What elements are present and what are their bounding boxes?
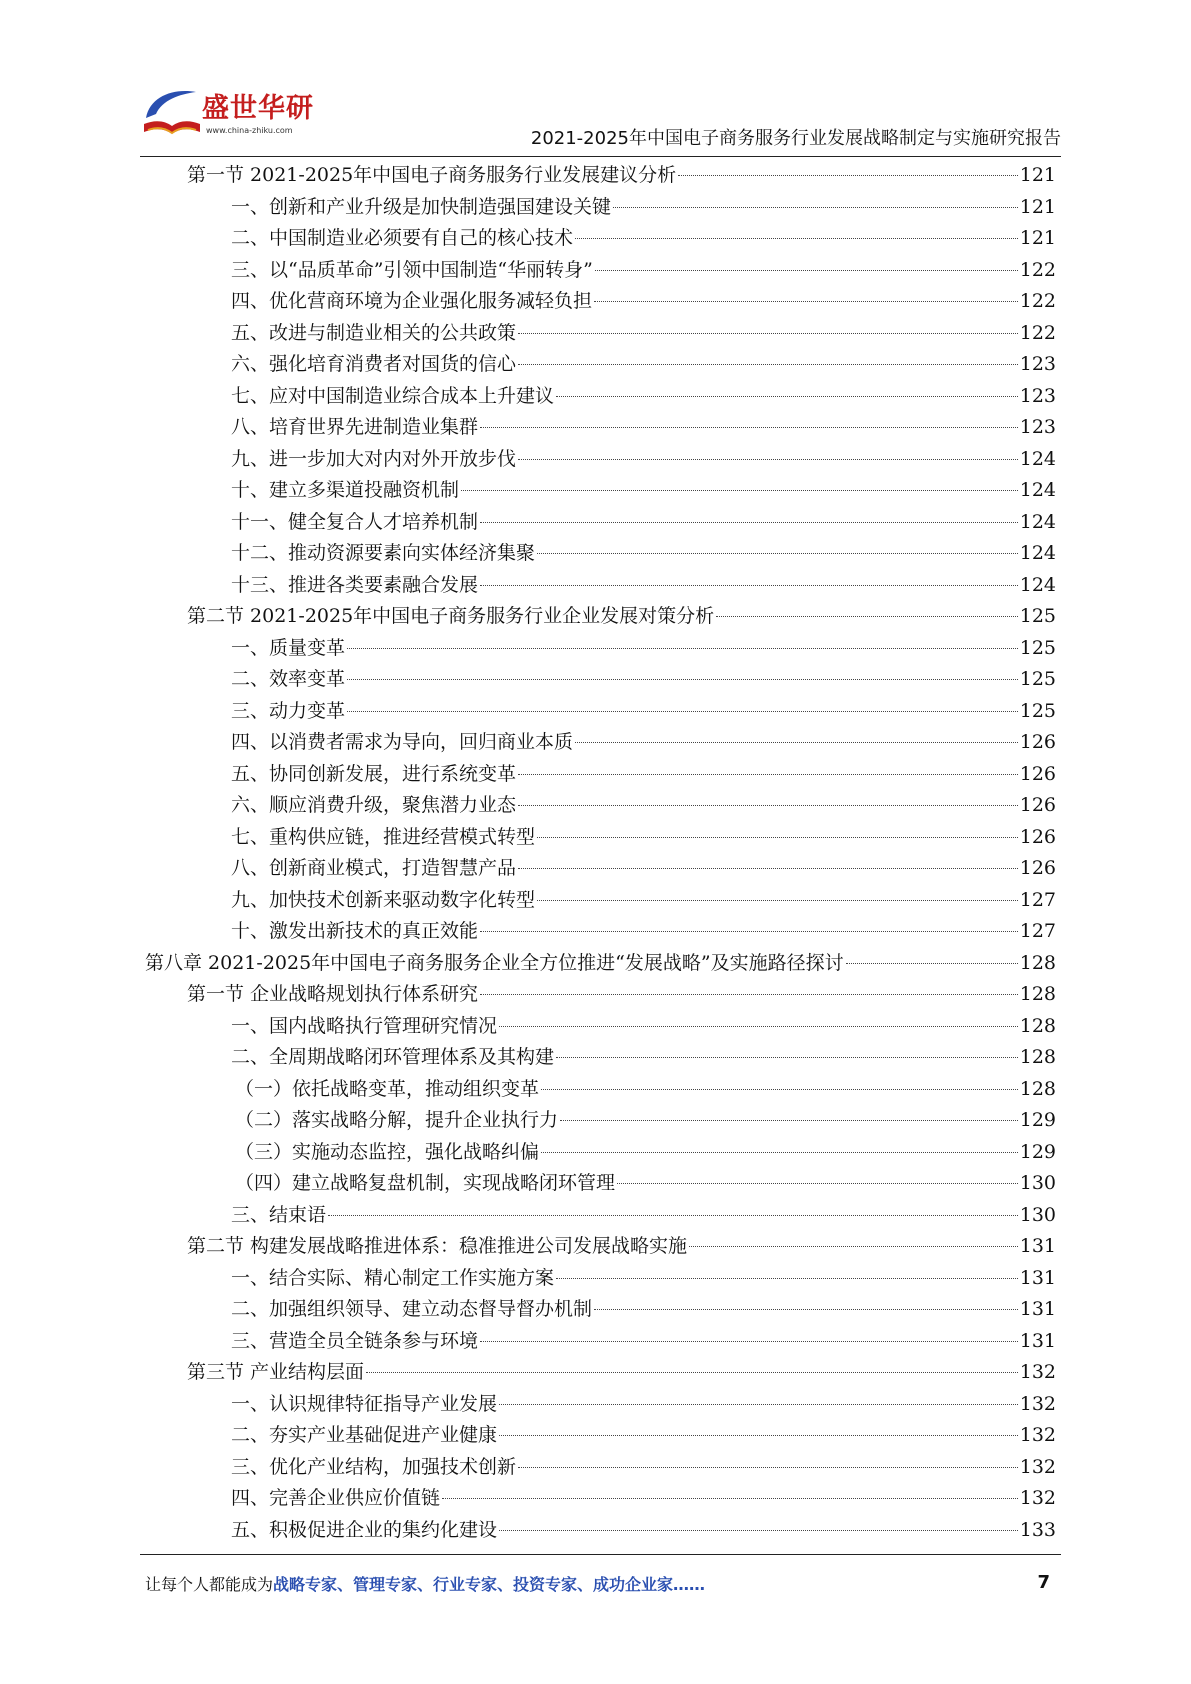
toc-entry-label: 五、协同创新发展，进行系统变革 <box>231 762 517 785</box>
toc-leader-dots <box>846 962 1018 964</box>
toc-entry-label: 第二节 2021-2025年中国电子商务服务行业企业发展对策分析 <box>187 605 715 627</box>
toc-entry-page: 129 <box>1019 1109 1056 1131</box>
toc-entry-page: 121 <box>1019 164 1056 186</box>
toc-leader-dots <box>480 584 1018 586</box>
toc-entry-page: 123 <box>1019 416 1056 438</box>
toc-entry-page: 125 <box>1019 699 1056 722</box>
toc-entry[interactable] <box>145 318 1056 350</box>
toc-entry-label: 八、创新商业模式，打造智慧产品 <box>231 857 517 879</box>
toc-leader-dots <box>595 269 1018 271</box>
toc-entry-page: 132 <box>1019 1487 1056 1509</box>
toc-entry-label: 第三节 产业结构层面 <box>187 1361 365 1383</box>
toc-entry-label: 三、动力变革 <box>231 699 346 722</box>
toc-entry-page: 125 <box>1019 605 1056 627</box>
toc-entry[interactable] <box>145 255 1056 287</box>
toc-entry-page: 131 <box>1019 1266 1056 1289</box>
toc-entry-page: 124 <box>1019 573 1056 596</box>
toc-entry[interactable] <box>145 727 1056 759</box>
toc-leader-dots <box>461 489 1018 491</box>
toc-entry[interactable] <box>145 1137 1056 1169</box>
toc-entry[interactable] <box>145 286 1056 318</box>
toc-leader-dots <box>537 899 1018 901</box>
toc-leader-dots <box>689 1245 1018 1247</box>
toc-entry-label: 第八章 2021-2025年中国电子商务服务企业全方位推进“发展战略”及实施路径探讨 <box>145 951 844 974</box>
toc-entry-page: 127 <box>1019 888 1056 911</box>
toc-entry-page: 131 <box>1019 1329 1056 1352</box>
toc-entry[interactable] <box>145 601 1056 633</box>
toc-entry-label: 一、结合实际、精心制定工作实施方案 <box>231 1266 555 1289</box>
toc-entry[interactable] <box>145 349 1056 381</box>
toc-entry-page: 128 <box>1019 951 1056 974</box>
toc-entry[interactable] <box>145 1483 1056 1515</box>
toc-leader-dots <box>537 552 1018 554</box>
toc-entry-label: （二）落实战略分解，提升企业执行力 <box>235 1109 559 1131</box>
toc-entry-page: 132 <box>1019 1361 1056 1383</box>
toc-entry-label: 十二、推动资源要素向实体经济集聚 <box>231 542 536 564</box>
toc-entry-label: 八、培育世界先进制造业集群 <box>231 416 479 438</box>
toc-entry-page: 124 <box>1019 510 1056 533</box>
toc-entry-page: 125 <box>1019 636 1056 659</box>
toc-leader-dots <box>594 1308 1018 1310</box>
toc-entry[interactable] <box>145 1105 1056 1137</box>
toc-entry-page: 122 <box>1019 258 1056 281</box>
toc-entry-label: 第二节 构建发展战略推进体系：稳准推进公司发展战略实施 <box>187 1235 688 1257</box>
toc-entry[interactable] <box>145 633 1056 665</box>
toc-entry-label: 九、加快技术创新来驱动数字化转型 <box>231 888 536 911</box>
toc-entry-label: 四、完善企业供应价值链 <box>231 1487 441 1509</box>
toc-leader-dots <box>541 1088 1018 1090</box>
toc-entry-page: 132 <box>1019 1424 1056 1446</box>
toc-leader-dots <box>518 1466 1018 1468</box>
toc-entry[interactable] <box>145 507 1056 539</box>
toc-entry-label: 第一节 2021-2025年中国电子商务服务行业发展建议分析 <box>187 164 677 186</box>
toc-entry-label: 第一节 企业战略规划执行体系研究 <box>187 983 479 1005</box>
toc-entry[interactable] <box>145 916 1056 948</box>
table-of-contents <box>145 160 1056 1546</box>
toc-leader-dots <box>347 678 1018 680</box>
toc-entry-label: （一）依托战略变革，推动组织变革 <box>235 1077 540 1100</box>
toc-entry[interactable] <box>145 664 1056 696</box>
toc-leader-dots <box>556 395 1018 397</box>
toc-entry[interactable] <box>145 1357 1056 1389</box>
toc-leader-dots <box>556 1277 1018 1279</box>
toc-entry[interactable] <box>145 1515 1056 1547</box>
toc-entry[interactable] <box>145 1326 1056 1358</box>
toc-entry-page: 127 <box>1019 920 1056 942</box>
toc-entry[interactable] <box>145 1042 1056 1074</box>
toc-leader-dots <box>480 993 1018 995</box>
toc-entry-label: 三、以“品质革命”引领中国制造“华丽转身” <box>231 258 593 281</box>
toc-entry[interactable] <box>145 381 1056 413</box>
toc-entry-page: 128 <box>1019 1077 1056 1100</box>
toc-entry-page: 126 <box>1019 857 1056 879</box>
toc-entry-page: 132 <box>1019 1455 1056 1478</box>
toc-leader-dots <box>518 867 1018 869</box>
toc-entry-label: 六、强化培育消费者对国货的信心 <box>231 353 517 375</box>
toc-entry-label: （四）建立战略复盘机制，实现战略闭环管理 <box>235 1172 616 1194</box>
toc-entry-label: 三、结束语 <box>231 1203 327 1226</box>
toc-entry-label: 十、建立多渠道投融资机制 <box>231 479 460 501</box>
toc-entry-page: 122 <box>1019 321 1056 344</box>
toc-entry[interactable] <box>145 1168 1056 1200</box>
book-swoosh-icon <box>140 84 204 144</box>
toc-entry-label: 二、效率变革 <box>231 668 346 690</box>
toc-entry[interactable] <box>145 979 1056 1011</box>
toc-entry-label: 三、优化产业结构，加强技术创新 <box>231 1455 517 1478</box>
toc-entry-label: 一、质量变革 <box>231 636 346 659</box>
toc-entry-page: 131 <box>1019 1298 1056 1320</box>
page-footer <box>145 1572 1050 1602</box>
toc-leader-dots <box>613 206 1018 208</box>
logo-name: 盛世华研 <box>202 93 314 124</box>
toc-entry[interactable] <box>145 444 1056 476</box>
toc-entry[interactable] <box>145 696 1056 728</box>
report-title: 2021-2025年中国电子商务服务行业发展战略制定与实施研究报告 <box>530 128 1061 149</box>
toc-entry[interactable] <box>145 223 1056 255</box>
toc-leader-dots <box>518 804 1018 806</box>
toc-entry[interactable] <box>145 475 1056 507</box>
toc-entry-label: 十三、推进各类要素融合发展 <box>231 573 479 596</box>
toc-entry-page: 130 <box>1019 1172 1056 1194</box>
toc-leader-dots <box>594 300 1018 302</box>
toc-entry[interactable] <box>145 759 1056 791</box>
toc-leader-dots <box>480 930 1018 932</box>
toc-entry-label: （三）实施动态监控，强化战略纠偏 <box>235 1140 540 1163</box>
toc-entry-label: 十一、健全复合人才培养机制 <box>231 510 479 533</box>
toc-leader-dots <box>560 1119 1018 1121</box>
toc-leader-dots <box>541 1151 1018 1153</box>
toc-entry-page: 126 <box>1019 762 1056 785</box>
toc-entry-label: 三、营造全员全链条参与环境 <box>231 1329 479 1352</box>
toc-entry-page: 132 <box>1019 1392 1056 1415</box>
toc-entry[interactable] <box>145 790 1056 822</box>
toc-entry[interactable] <box>145 853 1056 885</box>
toc-entry[interactable] <box>145 192 1056 224</box>
footer-slogan-highlight: 战略专家、管理专家、行业专家、投资专家、成功企业家…… <box>273 1575 706 1594</box>
toc-leader-dots <box>480 521 1018 523</box>
toc-leader-dots <box>518 332 1018 334</box>
toc-entry-page: 128 <box>1019 983 1056 1005</box>
toc-leader-dots <box>518 363 1018 365</box>
toc-entry-label: 九、进一步加大对内对外开放步伐 <box>231 447 517 470</box>
toc-leader-dots <box>575 741 1018 743</box>
toc-entry-page: 128 <box>1019 1046 1056 1068</box>
toc-leader-dots <box>556 1056 1018 1058</box>
toc-entry[interactable] <box>145 1231 1056 1263</box>
toc-entry[interactable] <box>145 1389 1056 1421</box>
logo-url: www.china-zhiku.com <box>206 126 293 135</box>
toc-leader-dots <box>678 174 1018 176</box>
toc-entry-page: 133 <box>1019 1518 1056 1541</box>
toc-leader-dots <box>442 1497 1018 1499</box>
toc-entry-label: 四、优化营商环境为企业强化服务减轻负担 <box>231 290 593 312</box>
toc-entry[interactable] <box>145 570 1056 602</box>
toc-entry-page: 122 <box>1019 290 1056 312</box>
toc-entry[interactable] <box>145 160 1056 192</box>
toc-leader-dots <box>518 773 1018 775</box>
toc-leader-dots <box>716 615 1018 617</box>
company-logo <box>140 84 314 144</box>
toc-entry-page: 126 <box>1019 825 1056 848</box>
toc-leader-dots <box>499 1025 1018 1027</box>
toc-leader-dots <box>518 458 1018 460</box>
toc-entry[interactable] <box>145 1200 1056 1232</box>
toc-entry-label: 七、重构供应链，推进经营模式转型 <box>231 825 536 848</box>
toc-entry-label: 一、认识规律特征指导产业发展 <box>231 1392 498 1415</box>
page-number: 7 <box>1037 1572 1050 1593</box>
toc-entry[interactable] <box>145 1263 1056 1295</box>
toc-entry-label: 一、国内战略执行管理研究情况 <box>231 1014 498 1037</box>
toc-leader-dots <box>617 1182 1018 1184</box>
toc-leader-dots <box>347 710 1018 712</box>
toc-entry-page: 121 <box>1019 227 1056 249</box>
toc-entry-page: 125 <box>1019 668 1056 690</box>
toc-entry[interactable] <box>145 1011 1056 1043</box>
footer-divider <box>140 1554 1061 1555</box>
toc-leader-dots <box>537 836 1018 838</box>
toc-entry[interactable] <box>145 1420 1056 1452</box>
toc-entry-label: 二、中国制造业必须要有自己的核心技术 <box>231 227 574 249</box>
toc-entry-label: 二、夯实产业基础促进产业健康 <box>231 1424 498 1446</box>
toc-entry-page: 124 <box>1019 542 1056 564</box>
toc-entry[interactable] <box>145 1294 1056 1326</box>
toc-entry-page: 131 <box>1019 1235 1056 1257</box>
toc-leader-dots <box>499 1434 1018 1436</box>
toc-leader-dots <box>499 1403 1018 1405</box>
toc-entry-page: 130 <box>1019 1203 1056 1226</box>
toc-entry-page: 126 <box>1019 731 1056 753</box>
toc-leader-dots <box>575 237 1018 239</box>
toc-entry-label: 七、应对中国制造业综合成本上升建议 <box>231 384 555 407</box>
toc-entry[interactable] <box>145 412 1056 444</box>
toc-entry-label: 六、顺应消费升级，聚焦潜力业态 <box>231 794 517 816</box>
toc-entry[interactable] <box>145 822 1056 854</box>
toc-entry-page: 123 <box>1019 353 1056 375</box>
toc-entry[interactable] <box>145 538 1056 570</box>
toc-entry-page: 126 <box>1019 794 1056 816</box>
toc-entry-page: 129 <box>1019 1140 1056 1163</box>
header-divider <box>140 156 1061 157</box>
toc-entry-page: 124 <box>1019 447 1056 470</box>
toc-entry[interactable] <box>145 1452 1056 1484</box>
toc-leader-dots <box>366 1371 1018 1373</box>
toc-entry-page: 123 <box>1019 384 1056 407</box>
toc-entry-label: 五、改进与制造业相关的公共政策 <box>231 321 517 344</box>
page-header <box>140 78 1061 150</box>
toc-leader-dots <box>328 1214 1018 1216</box>
toc-entry[interactable] <box>145 885 1056 917</box>
toc-leader-dots <box>347 647 1018 649</box>
toc-entry-page: 128 <box>1019 1014 1056 1037</box>
toc-leader-dots <box>480 426 1018 428</box>
toc-entry-label: 一、创新和产业升级是加快制造强国建设关键 <box>231 195 612 218</box>
toc-entry-page: 121 <box>1019 195 1056 218</box>
toc-entry[interactable] <box>145 948 1056 980</box>
toc-entry[interactable] <box>145 1074 1056 1106</box>
toc-entry-label: 二、加强组织领导、建立动态督导督办机制 <box>231 1298 593 1320</box>
footer-slogan-lead: 让每个人都能成为 <box>145 1575 274 1594</box>
toc-entry-label: 二、全周期战略闭环管理体系及其构建 <box>231 1046 555 1068</box>
toc-entry-label: 四、以消费者需求为导向，回归商业本质 <box>231 731 574 753</box>
toc-entry-label: 十、激发出新技术的真正效能 <box>231 920 479 942</box>
toc-entry-page: 124 <box>1019 479 1056 501</box>
toc-leader-dots <box>480 1340 1018 1342</box>
toc-entry-label: 五、积极促进企业的集约化建设 <box>231 1518 498 1541</box>
toc-leader-dots <box>499 1529 1018 1531</box>
